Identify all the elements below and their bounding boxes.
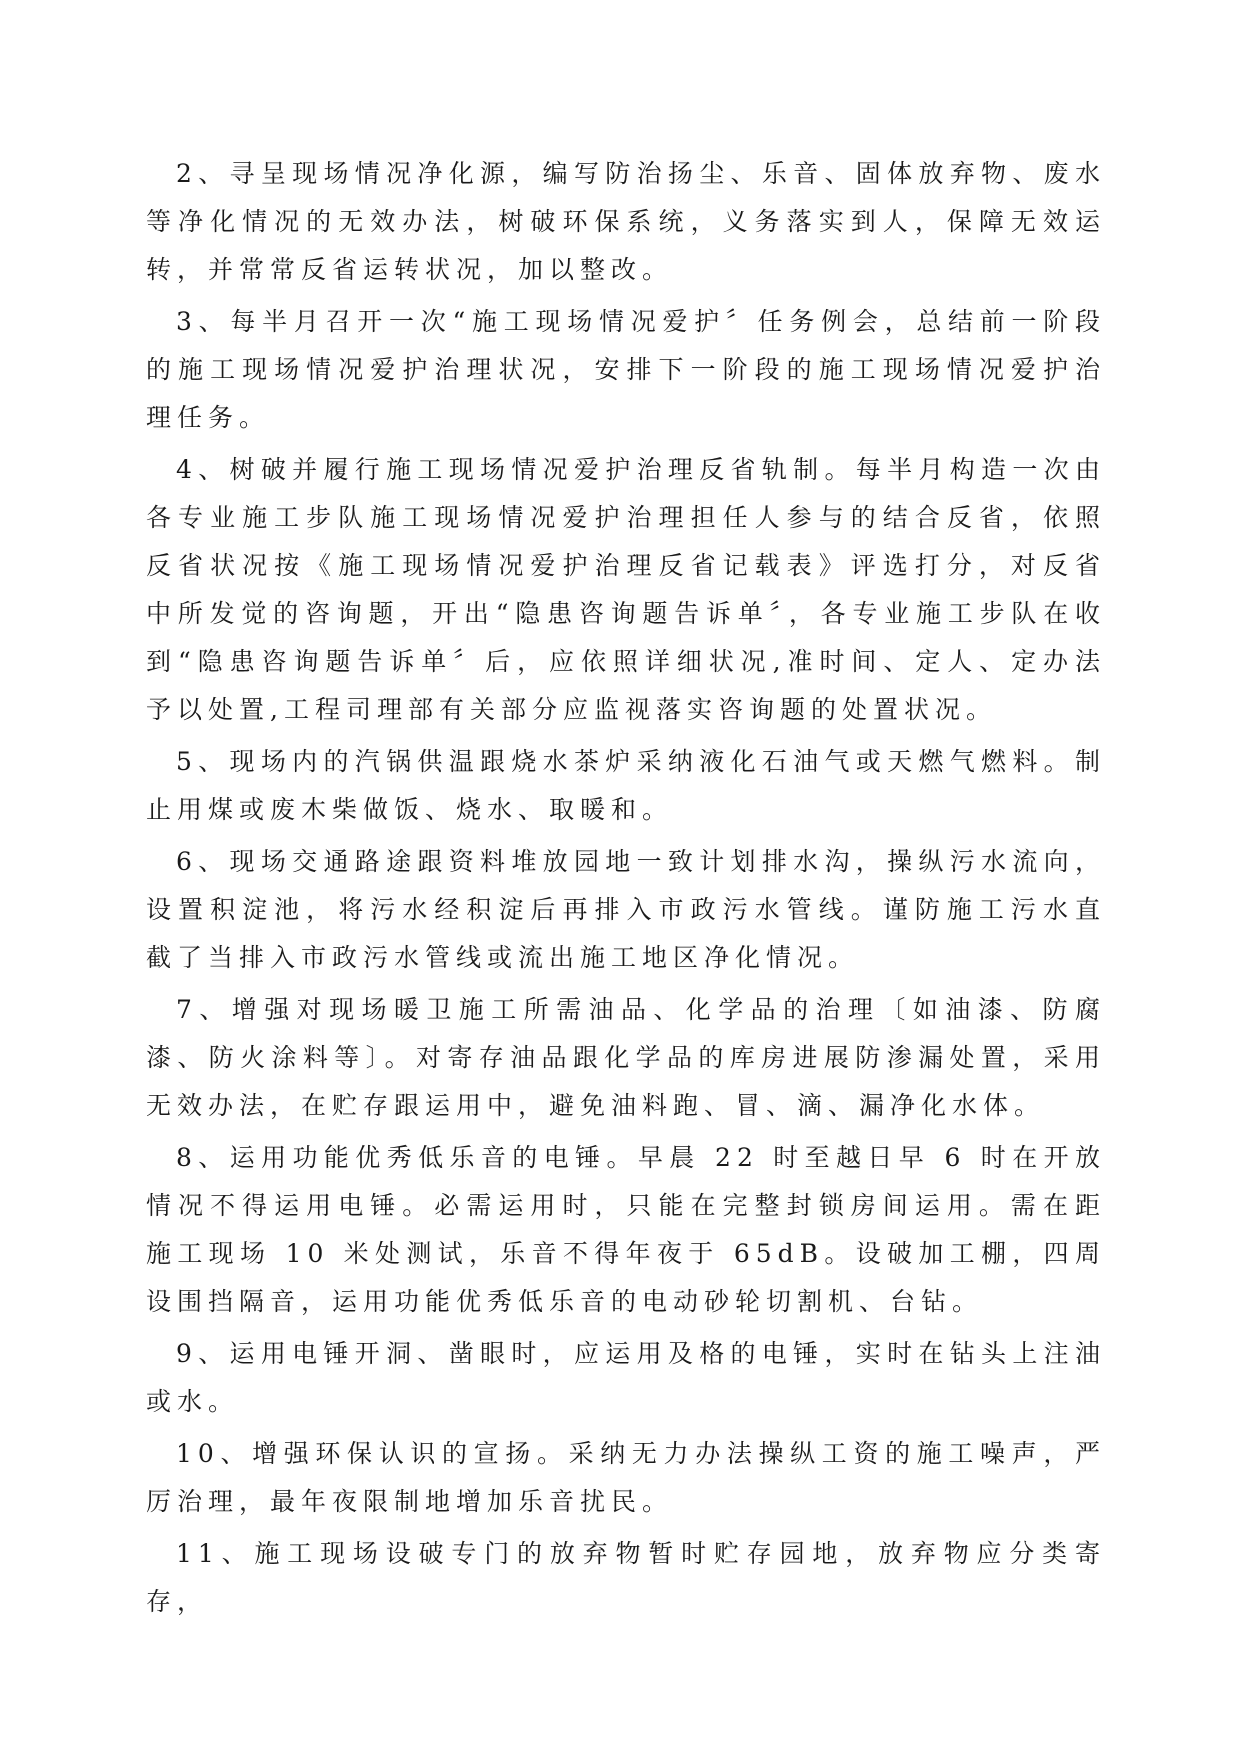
- paragraph-2: 2、寻呈现场情况净化源，编写防治扬尘、乐音、固体放弃物、废水等净化情况的无效办法，树破环保系统，义务落实到人，保障无效运转，并常常反省运转状况，加以整改。: [146, 159, 1106, 284]
- paragraph-10: 10、增强环保认识的宣扬。采纳无力办法操纵工资的施工噪声，严厉治理，最年夜限制地增加乐音扰民。: [146, 1439, 1106, 1516]
- paragraph-5: 5、现场内的汽锅供温跟烧水茶炉采纳液化石油气或天燃气燃料。制止用煤或废木柴做饭、烧水、取暖和。: [146, 747, 1106, 824]
- paragraph-7: 7、增强对现场暖卫施工所需油品、化学品的治理〔如油漆、防腐漆、防火涂料等〕。对寄存油品跟化学品的库房进展防渗漏处置，采用无效办法，在贮存跟运用中，避免油料跑、冒、滴、漏净化水体。: [146, 995, 1106, 1120]
- paragraph-8: 8、运用功能优秀低乐音的电锤。早晨 22 时至越日早 6 时在开放情况不得运用电锤。必需运用时，只能在完整封锁房间运用。需在距施工现场 10 米处测试，乐音不得年夜于 65dB。设破加工棚，四周设围挡隔音，运用功能优秀低乐音的电动砂轮切割机、台钻。: [146, 1143, 1106, 1316]
- document-page: [146, 150, 1106, 1630]
- paragraph-9: 9、运用电锤开洞、凿眼时，应运用及格的电锤，实时在钻头上注油或水。: [146, 1339, 1106, 1416]
- paragraph-3: 3、每半月召开一次“施工现场情况爱护〞任务例会，总结前一阶段的施工现场情况爱护治理状况，安排下一阶段的施工现场情况爱护治理任务。: [146, 307, 1106, 432]
- paragraph-4: 4、树破并履行施工现场情况爱护治理反省轨制。每半月构造一次由各专业施工步队施工现场情况爱护治理担任人参与的结合反省，依照反省状况按《施工现场情况爱护治理反省记载表》评选打分，对反省中所发觉的咨询题，开出“隐患咨询题告诉单〞，各专业施工步队在收到“隐患咨询题告诉单〞后，应依照详细状况,准时间、定人、定办法予以处置,工程司理部有关部分应监视落实咨询题的处置状况。: [146, 455, 1106, 724]
- paragraph-11: 11、施工现场设破专门的放弃物暂时贮存园地，放弃物应分类寄存，: [146, 1539, 1106, 1616]
- paragraph-6: 6、现场交通路途跟资料堆放园地一致计划排水沟，操纵污水流向，设置积淀池，将污水经积淀后再排入市政污水管线。谨防施工污水直截了当排入市政污水管线或流出施工地区净化情况。: [146, 847, 1106, 972]
